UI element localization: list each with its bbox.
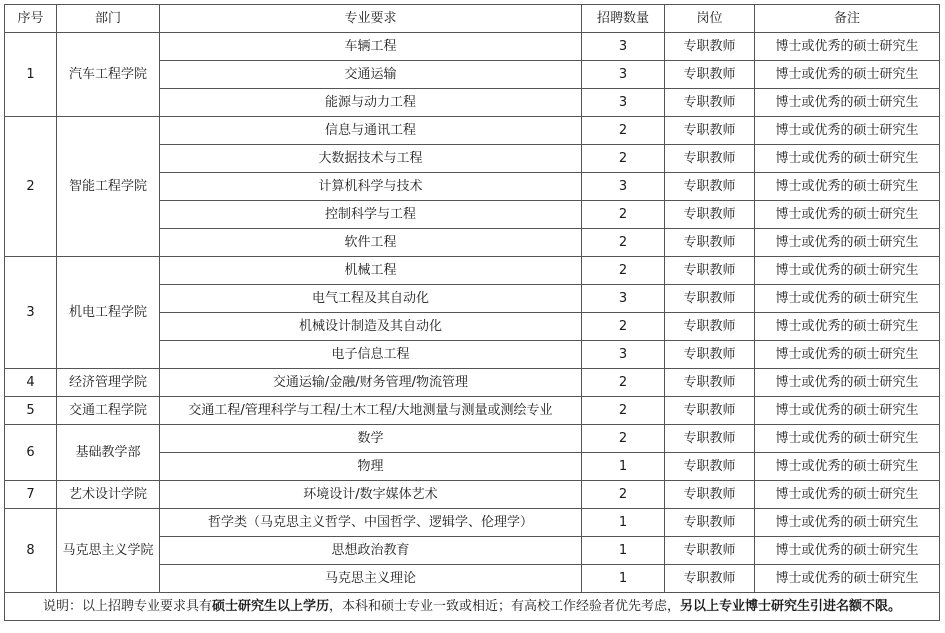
- header-count: 招聘数量: [582, 5, 665, 33]
- major-cell: 思想政治教育: [160, 537, 582, 565]
- department-cell: 机电工程学院: [57, 257, 160, 369]
- count-cell: 1: [582, 509, 665, 537]
- major-cell: 计算机科学与技术: [160, 173, 582, 201]
- position-cell: 专职教师: [665, 453, 755, 481]
- major-cell: 马克思主义理论: [160, 565, 582, 593]
- remark-cell: 博士或优秀的硕士研究生: [755, 313, 940, 341]
- count-cell: 1: [582, 537, 665, 565]
- remark-cell: 博士或优秀的硕士研究生: [755, 229, 940, 257]
- major-cell: 机械工程: [160, 257, 582, 285]
- remark-cell: 博士或优秀的硕士研究生: [755, 257, 940, 285]
- row-number-cell: 6: [5, 425, 57, 481]
- major-cell: 软件工程: [160, 229, 582, 257]
- position-cell: 专职教师: [665, 145, 755, 173]
- count-cell: 2: [582, 117, 665, 145]
- row-number-cell: 2: [5, 117, 57, 257]
- table-row: [5, 33, 940, 61]
- table-row: [5, 397, 940, 425]
- position-cell: 专职教师: [665, 117, 755, 145]
- note-text-1: 说明：以上招聘专业要求具有: [42, 598, 212, 614]
- row-number-cell: 5: [5, 397, 57, 425]
- remark-cell: 博士或优秀的硕士研究生: [755, 145, 940, 173]
- count-cell: 1: [582, 453, 665, 481]
- table-row: [5, 117, 940, 145]
- header-department: 部门: [57, 5, 160, 33]
- count-cell: 3: [582, 341, 665, 369]
- department-cell: 经济管理学院: [57, 369, 160, 397]
- table-row: [5, 481, 940, 509]
- department-cell: 智能工程学院: [57, 117, 160, 257]
- major-cell: 能源与动力工程: [160, 89, 582, 117]
- header-no: 序号: [5, 5, 57, 33]
- count-cell: 3: [582, 33, 665, 61]
- remark-cell: 博士或优秀的硕士研究生: [755, 117, 940, 145]
- major-cell: 信息与通讯工程: [160, 117, 582, 145]
- remark-cell: 博士或优秀的硕士研究生: [755, 537, 940, 565]
- remark-cell: 博士或优秀的硕士研究生: [755, 61, 940, 89]
- row-number-cell: 3: [5, 257, 57, 369]
- row-number-cell: 7: [5, 481, 57, 509]
- remark-cell: 博士或优秀的硕士研究生: [755, 201, 940, 229]
- count-cell: 2: [582, 257, 665, 285]
- table-row: [5, 257, 940, 285]
- major-cell: 哲学类（马克思主义哲学、中国哲学、逻辑学、伦理学）: [160, 509, 582, 537]
- remark-cell: 博士或优秀的硕士研究生: [755, 509, 940, 537]
- position-cell: 专职教师: [665, 61, 755, 89]
- count-cell: 3: [582, 89, 665, 117]
- count-cell: 2: [582, 425, 665, 453]
- remark-cell: 博士或优秀的硕士研究生: [755, 285, 940, 313]
- count-cell: 3: [582, 61, 665, 89]
- major-cell: 交通运输/金融/财务管理/物流管理: [160, 369, 582, 397]
- remark-cell: 博士或优秀的硕士研究生: [755, 173, 940, 201]
- department-cell: 马克思主义学院: [57, 509, 160, 593]
- position-cell: 专职教师: [665, 509, 755, 537]
- note-bold-1: 硕士研究生以上学历: [211, 598, 329, 614]
- row-number-cell: 4: [5, 369, 57, 397]
- count-cell: 2: [582, 369, 665, 397]
- row-number-cell: 8: [5, 509, 57, 593]
- table-row: [5, 369, 940, 397]
- position-cell: 专职教师: [665, 285, 755, 313]
- count-cell: 2: [582, 481, 665, 509]
- remark-cell: 博士或优秀的硕士研究生: [755, 565, 940, 593]
- count-cell: 3: [582, 173, 665, 201]
- header-remark: 备注: [755, 5, 940, 33]
- recruitment-table: [4, 4, 940, 621]
- count-cell: 2: [582, 397, 665, 425]
- count-cell: 2: [582, 201, 665, 229]
- row-number-cell: 1: [5, 33, 57, 117]
- note-cell: [5, 593, 940, 621]
- major-cell: 环境设计/数字媒体艺术: [160, 481, 582, 509]
- position-cell: 专职教师: [665, 565, 755, 593]
- remark-cell: 博士或优秀的硕士研究生: [755, 341, 940, 369]
- major-cell: 电子信息工程: [160, 341, 582, 369]
- department-cell: 基础教学部: [57, 425, 160, 481]
- remark-cell: 博士或优秀的硕士研究生: [755, 369, 940, 397]
- count-cell: 2: [582, 145, 665, 173]
- major-cell: 交通工程/管理科学与工程/土木工程/大地测量与测量或测绘专业: [160, 397, 582, 425]
- header-row: [5, 5, 940, 33]
- table-body: [5, 33, 940, 593]
- department-cell: 艺术设计学院: [57, 481, 160, 509]
- position-cell: 专职教师: [665, 481, 755, 509]
- major-cell: 数学: [160, 425, 582, 453]
- header-major: 专业要求: [160, 5, 582, 33]
- major-cell: 电气工程及其自动化: [160, 285, 582, 313]
- remark-cell: 博士或优秀的硕士研究生: [755, 89, 940, 117]
- table-row: [5, 509, 940, 537]
- position-cell: 专职教师: [665, 229, 755, 257]
- position-cell: 专职教师: [665, 257, 755, 285]
- position-cell: 专职教师: [665, 33, 755, 61]
- remark-cell: 博士或优秀的硕士研究生: [755, 33, 940, 61]
- remark-cell: 博士或优秀的硕士研究生: [755, 481, 940, 509]
- header-position: 岗位: [665, 5, 755, 33]
- position-cell: 专职教师: [665, 341, 755, 369]
- table-row: [5, 425, 940, 453]
- major-cell: 大数据技术与工程: [160, 145, 582, 173]
- major-cell: 机械设计制造及其自动化: [160, 313, 582, 341]
- major-cell: 车辆工程: [160, 33, 582, 61]
- major-cell: 控制科学与工程: [160, 201, 582, 229]
- count-cell: 2: [582, 313, 665, 341]
- count-cell: 2: [582, 229, 665, 257]
- position-cell: 专职教师: [665, 537, 755, 565]
- remark-cell: 博士或优秀的硕士研究生: [755, 425, 940, 453]
- position-cell: 专职教师: [665, 369, 755, 397]
- major-cell: 物理: [160, 453, 582, 481]
- remark-cell: 博士或优秀的硕士研究生: [755, 397, 940, 425]
- note-bold-2: 另以上专业博士研究生引进名额不限。: [680, 598, 902, 614]
- position-cell: 专职教师: [665, 313, 755, 341]
- department-cell: 交通工程学院: [57, 397, 160, 425]
- position-cell: 专职教师: [665, 201, 755, 229]
- remark-cell: 博士或优秀的硕士研究生: [755, 453, 940, 481]
- note-text-2: ，本科和硕士专业一致或相近；有高校工作经验者优先考虑，: [329, 598, 681, 614]
- note-row: [5, 593, 940, 621]
- position-cell: 专职教师: [665, 425, 755, 453]
- major-cell: 交通运输: [160, 61, 582, 89]
- count-cell: 1: [582, 565, 665, 593]
- department-cell: 汽车工程学院: [57, 33, 160, 117]
- position-cell: 专职教师: [665, 173, 755, 201]
- count-cell: 3: [582, 285, 665, 313]
- position-cell: 专职教师: [665, 397, 755, 425]
- position-cell: 专职教师: [665, 89, 755, 117]
